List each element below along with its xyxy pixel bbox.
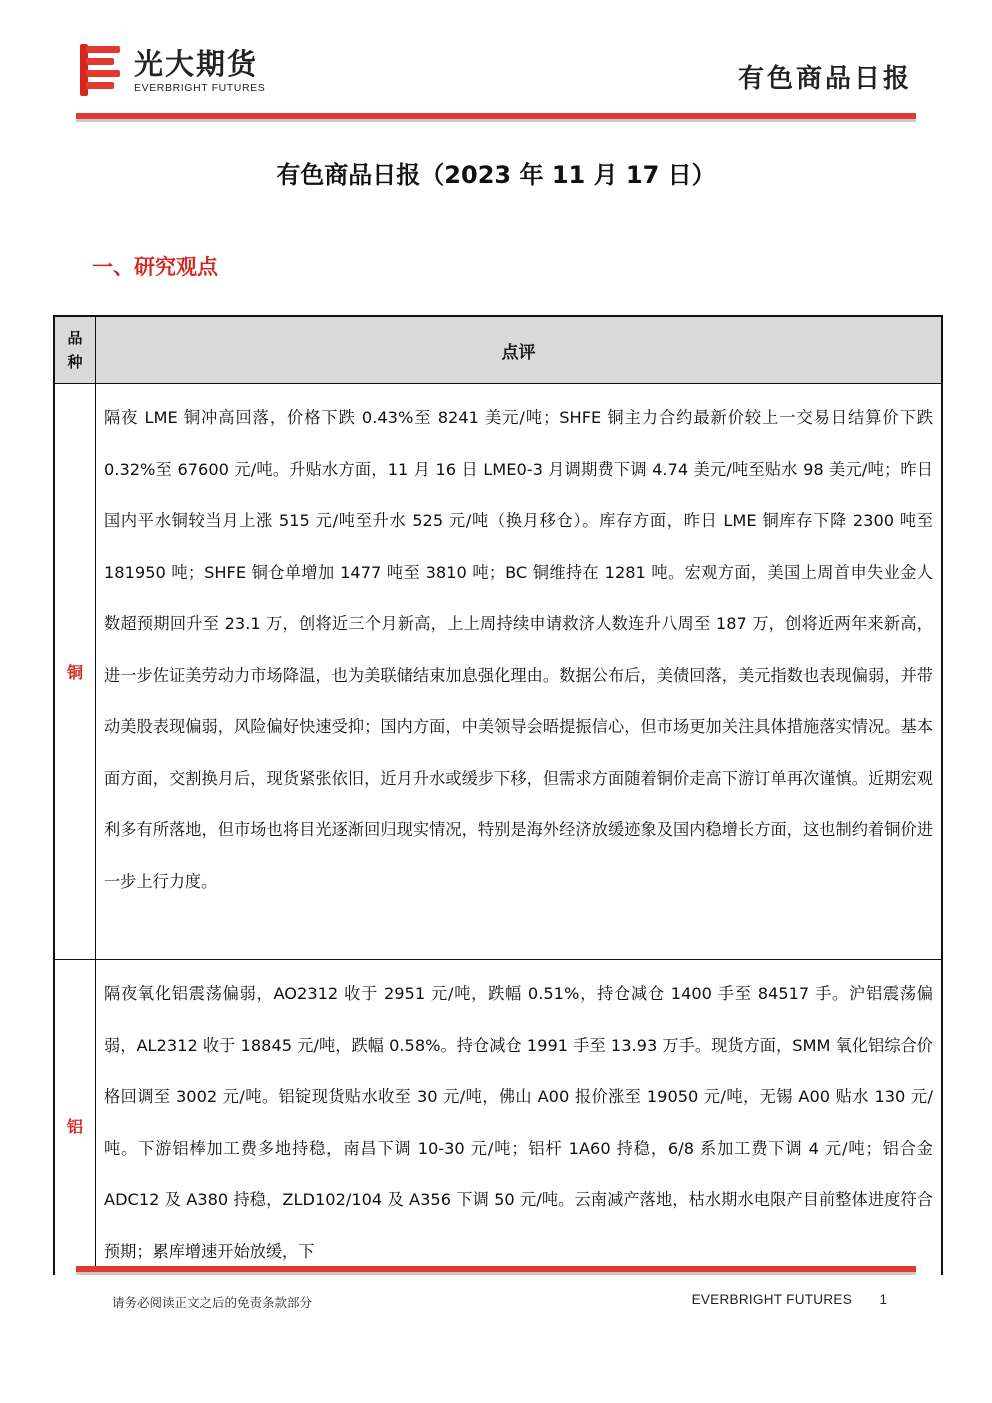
section-heading: 一、研究观点 — [92, 255, 218, 279]
category-label: 铝 — [66, 1116, 83, 1136]
page-number: 1 — [879, 1292, 887, 1307]
variety-header-char: 品 — [67, 329, 83, 347]
commentary-table — [53, 315, 943, 1275]
footer-divider — [76, 1266, 916, 1272]
variety-header-char: 种 — [67, 353, 83, 371]
table-row-copper — [55, 384, 941, 960]
document-title: 有色商品日报（2023 年 11 月 17 日） — [276, 161, 716, 189]
company-logo — [76, 42, 276, 100]
header-divider — [76, 113, 916, 119]
disclaimer-note: 请务必阅读正文之后的免责条款部分 — [112, 1295, 313, 1310]
commentary-text: 隔夜氧化铝震荡偏弱，AO2312 收于 2951 元/吨，跌幅 0.51%，持仓减仓 1400 手至 84517 手。沪铝震荡偏弱，AL2312 收于 18845 元/吨，跌幅 0.58%。持仓减仓 1991 手至 13.93 万手。现货方面，SMM 氧化铝综合价格回调至 3002 元/吨。铝锭现货贴水收至 30 元/吨，佛山 A00 报价涨至 19050 元/吨，无锡 A00 贴水 130 元/吨。下游铝棒加工费多地持稳，南昌下调 10-30 元/吨；铝杆 1A60 持稳，6/8 系加工费下调 4 元/吨；铝合金 ADC12 及 A380 持稳，ZLD102/104 及 A356 下调 50 元/吨。云南减产落地，枯水期水电限产目前整体进度符合预期；累库增速开始放缓，下 — [104, 984, 933, 1261]
footer-brand — [692, 1292, 852, 1307]
comment-header: 点评 — [501, 342, 536, 363]
table-header-row — [55, 317, 941, 384]
footer-brand-text: EVERBRIGHT FUTURES — [691, 1292, 852, 1307]
logo-mark-icon — [76, 42, 124, 98]
variety-header — [55, 317, 96, 383]
category-label: 铜 — [66, 663, 83, 682]
logo-chinese-name: 光大期货 — [134, 47, 259, 81]
commentary-text: 隔夜 LME 铜冲高回落，价格下跌 0.43%至 8241 美元/吨；SHFE 铜主力合约最新价较上一交易日结算价下跌 0.32%至 67600 元/吨。升贴水方面，11 月 16 日 LME0-3 月调期费下调 4.74 美元/吨至贴水 98 美元/吨；昨日国内平水铜较当月上涨 515 元/吨至升水 525 元/吨（换月移仓）。库存方面，昨日 LME 铜库存下降 2300 吨至 181950 吨；SHFE 铜仓单增加 1477 吨至 3810 吨；BC 铜维持在 1281 吨。宏观方面，美国上周首申失业金人数超预期回升至 23.1 万，创将近三个月新高，上上周持续申请救济人数连升八周至 187 万，创将近两年来新高，进一步佐证美劳动力市场降温，也为美联储结束加息强化理由。数据公布后，美债回落，美元指数也表现偏弱，并带动美股表现偏弱，风险偏好快速受抑；国内方面，中美领导会晤提振信心，但市场更加关注具体措施落实情况。基本面方面，交割换月后，现货紧张依旧，近月升水或缓步下移，但需求方面随着铜价走高下游订单再次谨慎。近期宏观利多有所落地，但市场也将目光逐渐回归现实情况，特别是海外经济放缓迹象及国内稳增长方面，这也制约着铜价进一步上行力度。 — [104, 408, 933, 891]
logo-english-name: EVERBRIGHT FUTURES — [134, 82, 266, 94]
report-name: 有色商品日报 — [737, 64, 912, 94]
table-row-aluminum — [55, 960, 941, 1275]
